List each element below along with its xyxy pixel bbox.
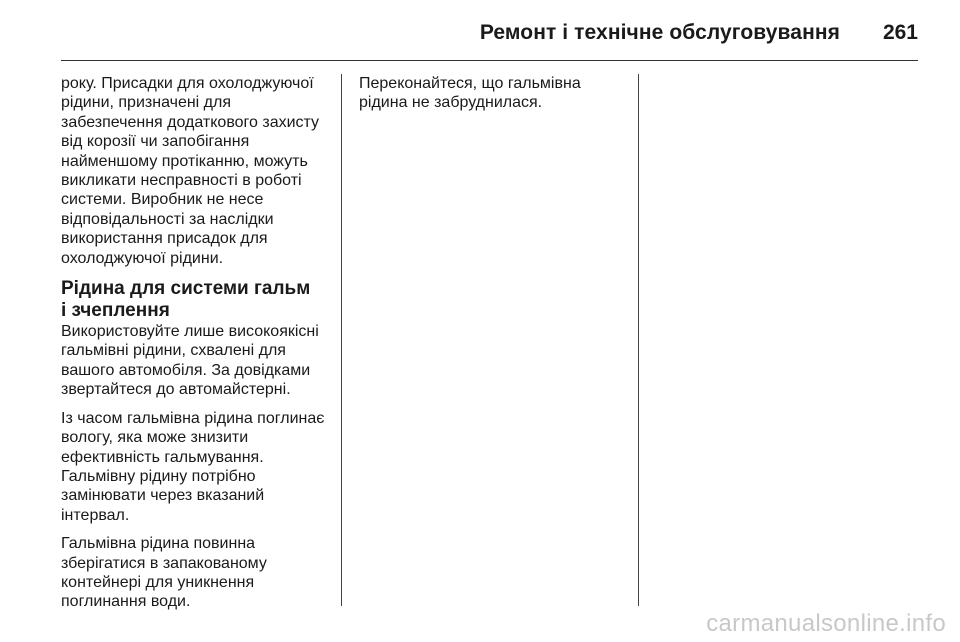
section-heading-brake-fluid bbox=[61, 278, 337, 322]
text-line: гальмівні рідини, схвалені для bbox=[61, 342, 286, 360]
paragraph-brake-fluid-contamination bbox=[359, 74, 635, 113]
text-line: рідина не забруднилася. bbox=[359, 94, 543, 112]
text-line: замінювати через вказаний bbox=[61, 487, 265, 505]
text-line: Гальмівна рідина повинна bbox=[61, 535, 256, 553]
text-line: викликати несправності в роботі bbox=[61, 172, 302, 190]
text-line: контейнері для уникнення bbox=[61, 573, 255, 591]
text-line: рідини, призначені для bbox=[61, 94, 232, 112]
text-line: від корозії чи запобігання bbox=[61, 133, 250, 151]
column-divider bbox=[341, 74, 342, 606]
text-line: Із часом гальмівна рідина поглинає bbox=[61, 409, 325, 427]
page-number: 261 bbox=[882, 21, 918, 44]
text-line: використання присадок для bbox=[61, 230, 268, 248]
paragraph-brake-fluid-storage bbox=[61, 534, 337, 612]
text-line: найменшому протіканню, можуть bbox=[61, 152, 308, 170]
text-line: Використовуйте лише високоякісні bbox=[61, 323, 319, 341]
text-column-2 bbox=[359, 74, 635, 122]
text-line: відповідальності за наслідки bbox=[61, 210, 274, 228]
text-line: охолоджуючої рідини. bbox=[61, 249, 224, 267]
column-divider bbox=[638, 74, 639, 606]
paragraph-coolant-additives bbox=[61, 74, 337, 268]
page-header bbox=[61, 10, 918, 61]
text-line: забезпечення додаткового захисту bbox=[61, 113, 320, 131]
watermark: carmanualsonline.info bbox=[706, 610, 946, 637]
text-line: інтервал. bbox=[61, 506, 130, 524]
text-line: звертайтеся до автомайстерні. bbox=[61, 381, 291, 399]
heading-line: Рідина для системи гальм bbox=[61, 278, 311, 300]
text-line: поглинання води. bbox=[61, 593, 191, 611]
paragraph-brake-fluid-moisture bbox=[61, 409, 337, 525]
text-line: Гальмівну рідину потрібно bbox=[61, 467, 256, 485]
header-title: Ремонт і технічне обслуговування bbox=[479, 21, 840, 44]
text-line: року. Присадки для охолоджуючої bbox=[61, 75, 314, 92]
text-line: системи. Виробник не несе bbox=[61, 191, 264, 209]
paragraph-brake-fluid-quality bbox=[61, 322, 337, 400]
text-line: вологу, яка може знизити bbox=[61, 429, 249, 447]
text-column-1 bbox=[61, 74, 337, 621]
text-line: вашого автомобіля. За довідками bbox=[61, 361, 311, 379]
heading-line: і зчеплення bbox=[61, 300, 170, 322]
text-line: ефективність гальмування. bbox=[61, 448, 264, 466]
text-line: Переконайтеся, що гальмівна bbox=[359, 75, 581, 92]
text-line: зберігатися в запакованому bbox=[61, 554, 267, 572]
